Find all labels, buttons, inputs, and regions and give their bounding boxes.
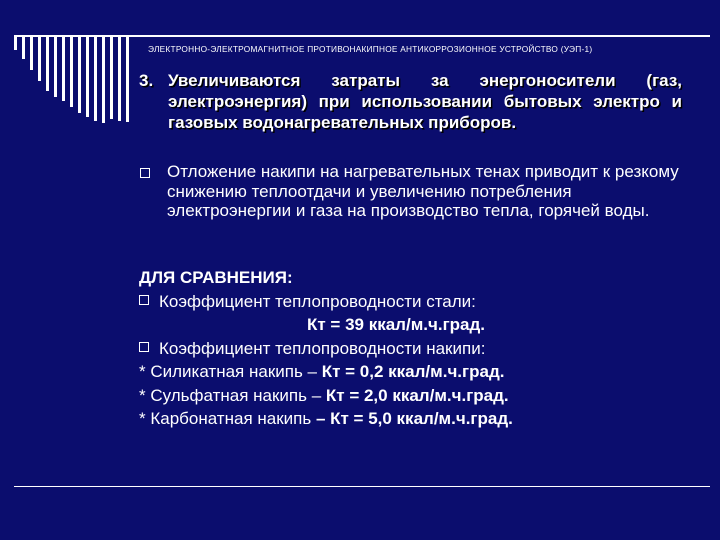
steel-line: [139, 290, 699, 314]
bullet-paragraph: [139, 162, 689, 221]
decor-bar: [118, 35, 121, 121]
decorative-bars: [14, 35, 144, 123]
list-item: [139, 360, 699, 384]
decor-bar: [126, 35, 129, 122]
decor-bar: [38, 35, 41, 81]
bottom-rule: [14, 486, 710, 487]
point-3-text: Увеличиваются затраты за энергоносители (газ, электроэнергия) при использовании бытовых электро и газовых водонагревательных приборов.: [168, 71, 682, 132]
bullet-text: Отложение накипи на нагревательных тенах приводит к резкому снижению теплоотдачи и увеличению потребления электроэнергии и газа на производство тепла, горячей воды.: [167, 162, 679, 220]
comparison-heading: ДЛЯ СРАВНЕНИЯ:: [139, 268, 293, 287]
item-prefix: * Силикатная накипь –: [139, 362, 322, 381]
decor-bar: [94, 35, 97, 121]
list-item: [139, 384, 699, 408]
scale-line: [139, 337, 699, 361]
decor-bar: [70, 35, 73, 107]
decor-bar: [62, 35, 65, 101]
comparison-section: [139, 266, 699, 431]
steel-label: Коэффициент теплопроводности стали:: [159, 291, 476, 311]
decor-bar: [102, 35, 105, 123]
decor-bar: [86, 35, 89, 117]
steel-value: Кт = 39 ккал/м.ч.град.: [307, 315, 486, 334]
square-bullet-icon: [139, 295, 149, 305]
top-rule: [14, 35, 710, 37]
decor-bar: [110, 35, 113, 119]
item-value: – Кт = 5,0 ккал/м.ч.град.: [315, 409, 513, 428]
decor-bar: [54, 35, 57, 97]
square-bullet-icon: [139, 342, 149, 352]
decor-bar: [30, 35, 33, 70]
item-value: Кт = 0,2 ккал/м.ч.град.: [321, 362, 505, 381]
decor-bar: [46, 35, 49, 91]
list-item: [139, 407, 699, 431]
decor-bar: [14, 35, 17, 50]
slide-header: ЭЛЕКТРОННО-ЭЛЕКТРОМАГНИТНОЕ ПРОТИВОНАКИПНОЕ АНТИКОРРОЗИОННОЕ УСТРОЙСТВО (УЭП-1): [148, 44, 593, 54]
decor-bar: [78, 35, 81, 113]
item-prefix: * Сульфатная накипь –: [139, 385, 326, 405]
item-value: Кт = 2,0 ккал/м.ч.град.: [325, 385, 509, 405]
decor-bar: [22, 35, 25, 59]
scale-label: Коэффициент теплопроводности накипи:: [159, 338, 486, 358]
item-prefix: * Карбонатная накипь: [139, 409, 316, 428]
point-number: 3.: [139, 71, 154, 90]
point-3: [137, 70, 682, 133]
square-bullet-icon: [140, 168, 150, 178]
